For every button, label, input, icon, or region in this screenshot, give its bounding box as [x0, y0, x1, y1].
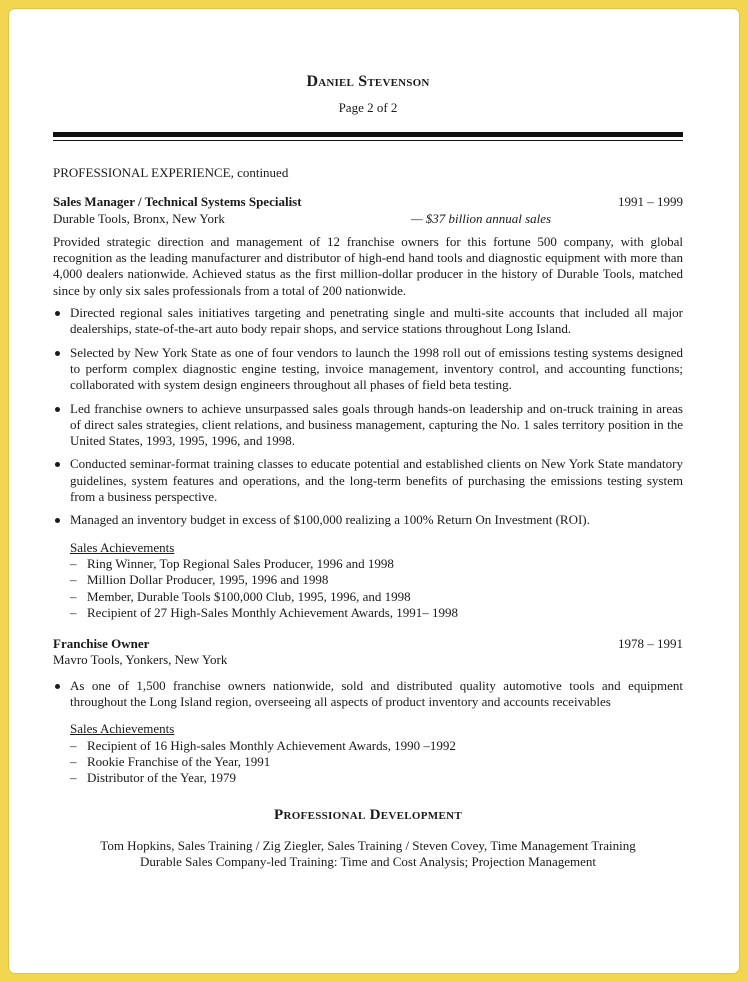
dash-marker: –: [70, 770, 77, 786]
job-dates: 1991 – 1999: [618, 194, 683, 210]
achievement-text: Million Dollar Producer, 1995, 1996 and 1998: [87, 572, 329, 588]
bullet-text: Directed regional sales initiatives targeting and penetrating single and multi-site accounts that included all major dealerships, state-of-the-art auto body repair shops, and service stations throughout Long Island.: [70, 305, 683, 337]
achievement-item: [70, 605, 683, 621]
bullet-item: [53, 678, 683, 711]
header-rule-thick: [53, 132, 683, 137]
job-header: [53, 194, 683, 210]
bullet-text: Selected by New York State as one of four vendors to launch the 1998 roll out of emissions testing systems designed to perform complex diagnostic engine testing, invoice management, inventory control, and accounting functions; collaborated with system design engineers throughout all phases of field beta testing.: [70, 344, 683, 393]
dash-marker: –: [70, 572, 77, 588]
achievement-item: [70, 770, 683, 786]
bullet-text: Led franchise owners to achieve unsurpassed sales goals through hands-on leadership and on-truck training in areas of direct sales strategies, client relations, and business management, capturing the No. 1 sales territory position in the United States, 1993, 1995, 1996, and 1998.: [70, 400, 683, 449]
achievements-block: [70, 540, 683, 621]
achievement-text: Recipient of 27 High-Sales Monthly Achievement Awards, 1991– 1998: [87, 604, 459, 620]
bullet-item: [53, 305, 683, 338]
bullet-item: [53, 456, 683, 505]
bullet-text: As one of 1,500 franchise owners nationwide, sold and distributed quality automotive tools and equipment throughout the Long Island region, overseeing all aspects of product inventory and accounts receivables: [70, 677, 683, 710]
candidate-name: Daniel Stevenson: [306, 73, 430, 90]
dash-marker: –: [70, 737, 77, 753]
achievement-item: [70, 738, 683, 754]
body-flow: [53, 165, 683, 870]
job-bullets: [53, 305, 683, 529]
job-subheader: [53, 652, 683, 668]
development-line: Tom Hopkins, Sales Training / Zig Ziegler, Sales Training / Steven Covey, Time Management Training: [100, 837, 636, 853]
dash-marker: –: [70, 604, 77, 620]
bullet-text: Conducted seminar-format training classes to educate potential and established clients on New York State mandatory guidelines, system features and operations, and the long-term benefits of purchasing the emissions testing system from a business perspective.: [70, 456, 683, 505]
job-bullets: [53, 678, 683, 711]
job-title: Franchise Owner: [53, 636, 150, 652]
development-line: Durable Sales Company-led Training: Time and Cost Analysis; Projection Management: [139, 854, 597, 870]
bullet-dot-icon: [55, 518, 60, 523]
job-description: Provided strategic direction and management of 12 franchise owners for this fortune 500 company, with global recognition as the leading manufacturer and distributor of high-end hand tools and diagnostic equipment with more than 4,000 dealers nationwide. Achieved status as the first million-dollar producer in the history of Durable Tools, matched since by only six sales professionals from a total of 200 nationwide.: [53, 233, 683, 298]
dash-marker: –: [70, 753, 77, 769]
bullet-dot-icon: [55, 462, 60, 467]
section-label-experience: PROFESSIONAL EXPERIENCE, continued: [53, 165, 289, 180]
achievement-text: Rookie Franchise of the Year, 1991: [87, 753, 271, 769]
header-rule-thin: [53, 140, 683, 141]
achievements-title: Sales Achievements: [70, 539, 175, 555]
achievement-text: Member, Durable Tools $100,000 Club, 1995, 1996, and 1998: [87, 588, 411, 604]
job-entry: [53, 194, 683, 621]
dash-marker: –: [70, 588, 77, 604]
job-title: Sales Manager / Technical Systems Specialist: [53, 194, 302, 210]
job-company: Durable Tools, Bronx, New York: [53, 210, 225, 226]
achievement-item: [70, 572, 683, 588]
section-heading-development: Professional Development: [273, 806, 463, 823]
job-revenue: — $37 billion annual sales: [411, 210, 552, 226]
bullet-item: [53, 345, 683, 394]
resume-page: [9, 9, 739, 973]
job-dates: 1978 – 1991: [618, 636, 683, 652]
achievements-block: [70, 721, 683, 786]
job-company: Mavro Tools, Yonkers, New York: [53, 652, 228, 668]
job-subheader: [53, 211, 683, 227]
achievement-item: [70, 556, 683, 572]
page-number: Page 2 of 2: [338, 100, 398, 115]
bullet-item: [53, 512, 683, 528]
achievement-item: [70, 754, 683, 770]
achievement-item: [70, 589, 683, 605]
achievement-text: Ring Winner, Top Regional Sales Producer, 1996 and 1998: [87, 555, 394, 571]
achievement-text: Distributor of the Year, 1979: [87, 770, 236, 786]
achievements-title: Sales Achievements: [70, 721, 175, 737]
bullet-dot-icon: [55, 684, 60, 689]
achievement-text: Recipient of 16 High-sales Monthly Achievement Awards, 1990 –1992: [87, 737, 456, 753]
bullet-text: Managed an inventory budget in excess of $100,000 realizing a 100% Return On Investment (ROI).: [70, 512, 590, 528]
job-entry: [53, 636, 683, 786]
bullet-dot-icon: [55, 351, 60, 356]
dash-marker: –: [70, 555, 77, 571]
job-header: [53, 636, 683, 652]
bullet-dot-icon: [55, 407, 60, 412]
bullet-dot-icon: [55, 311, 60, 316]
bullet-item: [53, 401, 683, 450]
